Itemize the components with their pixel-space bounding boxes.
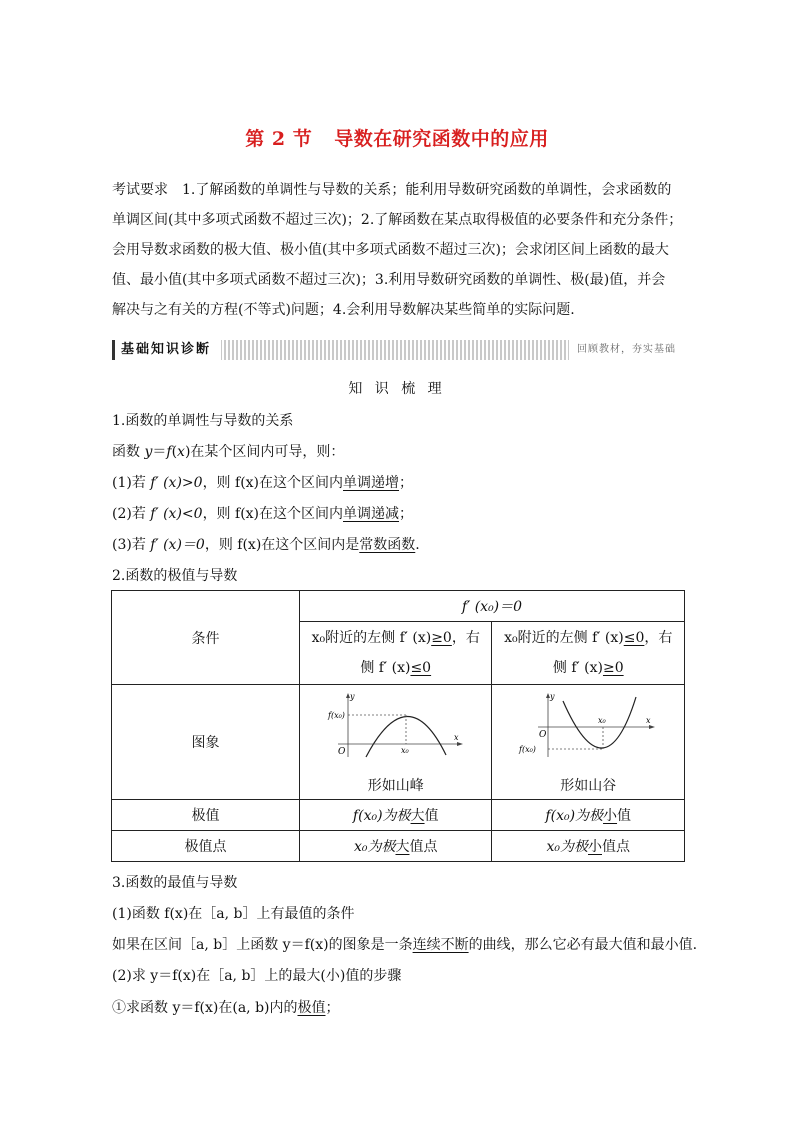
svg-text:x₀: x₀: [598, 716, 606, 725]
req-line: 会用导数求函数的极大值、极小值(其中多项式函数不超过三次)；会求闭区间上函数的最大: [112, 242, 669, 258]
answer-key: 单调递增: [343, 475, 400, 491]
sec1-item: (2)若 f′ (x)<0，则 f(x)在这个区间内单调递减；: [112, 506, 414, 522]
sec3-heading: 3.函数的最值与导数: [112, 875, 238, 891]
sec3-sub2: (2)求 y＝f(x)在［a, b］上的最大(小)值的步骤: [112, 968, 402, 984]
req-line: 值、最小值(其中多项式函数不超过三次)；3.利用导数研究函数的单调性、极(最)值，并会: [112, 272, 666, 288]
svg-text:x: x: [453, 733, 459, 742]
sec3-step1: ①求函数 y＝f(x)在(a, b)内的极值；: [112, 1000, 340, 1016]
page-title: [0, 124, 794, 151]
min-point-cell: x₀为极小值点: [492, 831, 685, 862]
req-line: 单调区间(其中多项式函数不超过三次)；2.了解函数在某点取得极值的必要条件和充分条件；: [112, 212, 683, 228]
section-number: 第 2 节: [245, 128, 313, 150]
row-label-point: 极值点: [112, 831, 300, 862]
answer-key: 连续不断: [412, 937, 469, 953]
min-value-cell: f(x₀)为极小值: [492, 800, 685, 831]
sec1-heading: 1.函数的单调性与导数的关系: [112, 413, 294, 429]
sec1-item: (3)若 f′ (x)＝0，则 f(x)在这个区间内是常数函数.: [112, 537, 420, 553]
peak-caption: 形如山峰: [367, 778, 424, 794]
right-condition: x₀附近的左侧 f′ (x)≤0，右 侧 f′ (x)≥0: [492, 622, 685, 685]
svg-text:y: y: [349, 692, 355, 701]
sec3-line2: 如果在区间［a, b］上函数 y＝f(x)的图象是一条连续不断的曲线，那么它必有最大值和最小值.: [112, 937, 698, 953]
svg-text:f(x₀): f(x₀): [327, 711, 345, 720]
extreme-value-table: [111, 590, 685, 862]
row-label-condition: 条件: [112, 591, 300, 685]
req-line: 解决与之有关的方程(不等式)问题；4.会利用导数解决某些简单的实际问题.: [112, 302, 575, 318]
section-name: 导数在研究函数中的应用: [334, 128, 549, 150]
peak-figure-cell: [299, 685, 492, 800]
svg-text:y: y: [550, 692, 555, 701]
sec3-sub1: (1)函数 f(x)在［a, b］上有最值的条件: [112, 906, 355, 922]
knowledge-subtitle: 知 识 梳 理: [348, 381, 446, 397]
answer-key: 极值: [297, 1000, 326, 1016]
banner-label: 基础知识诊断: [112, 340, 221, 360]
sec2-heading: 2.函数的极值与导数: [112, 568, 238, 584]
svg-text:f(x₀): f(x₀): [519, 745, 537, 754]
svg-text:O: O: [539, 730, 547, 740]
req-line: 考试要求 1.了解函数的单调性与导数的关系；能利用导数研究函数的单调性，会求函数的: [112, 182, 672, 198]
max-value-cell: f(x₀)为极大值: [299, 800, 492, 831]
row-label-extreme: 极值: [112, 800, 300, 831]
exam-requirements: [112, 175, 684, 325]
svg-text:x: x: [646, 716, 651, 725]
answer-key: 单调递减: [343, 506, 400, 522]
left-condition: x₀附近的左侧 f′ (x)≥0，右 侧 f′ (x)≤0: [299, 622, 492, 685]
svg-text:x₀: x₀: [400, 746, 409, 755]
peak-graph: [326, 691, 466, 759]
banner-right-text: 回顾教材，夯实基础: [569, 340, 684, 360]
valley-caption: 形如山谷: [560, 778, 617, 794]
valley-figure-cell: [492, 685, 685, 800]
section-banner: [112, 340, 684, 360]
row-label-figure: 图象: [112, 685, 300, 800]
sec1-intro: 函数 y＝f(x)在某个区间内可导，则：: [112, 444, 345, 460]
max-point-cell: x₀为极大值点: [299, 831, 492, 862]
svg-text:O: O: [337, 747, 346, 757]
valley-graph: [518, 691, 658, 759]
answer-key: 常数函数: [359, 537, 416, 553]
sec1-item: (1)若 f′ (x)>0，则 f(x)在这个区间内单调递增；: [112, 475, 414, 491]
header-condition: f′ (x₀)＝0: [299, 591, 684, 622]
